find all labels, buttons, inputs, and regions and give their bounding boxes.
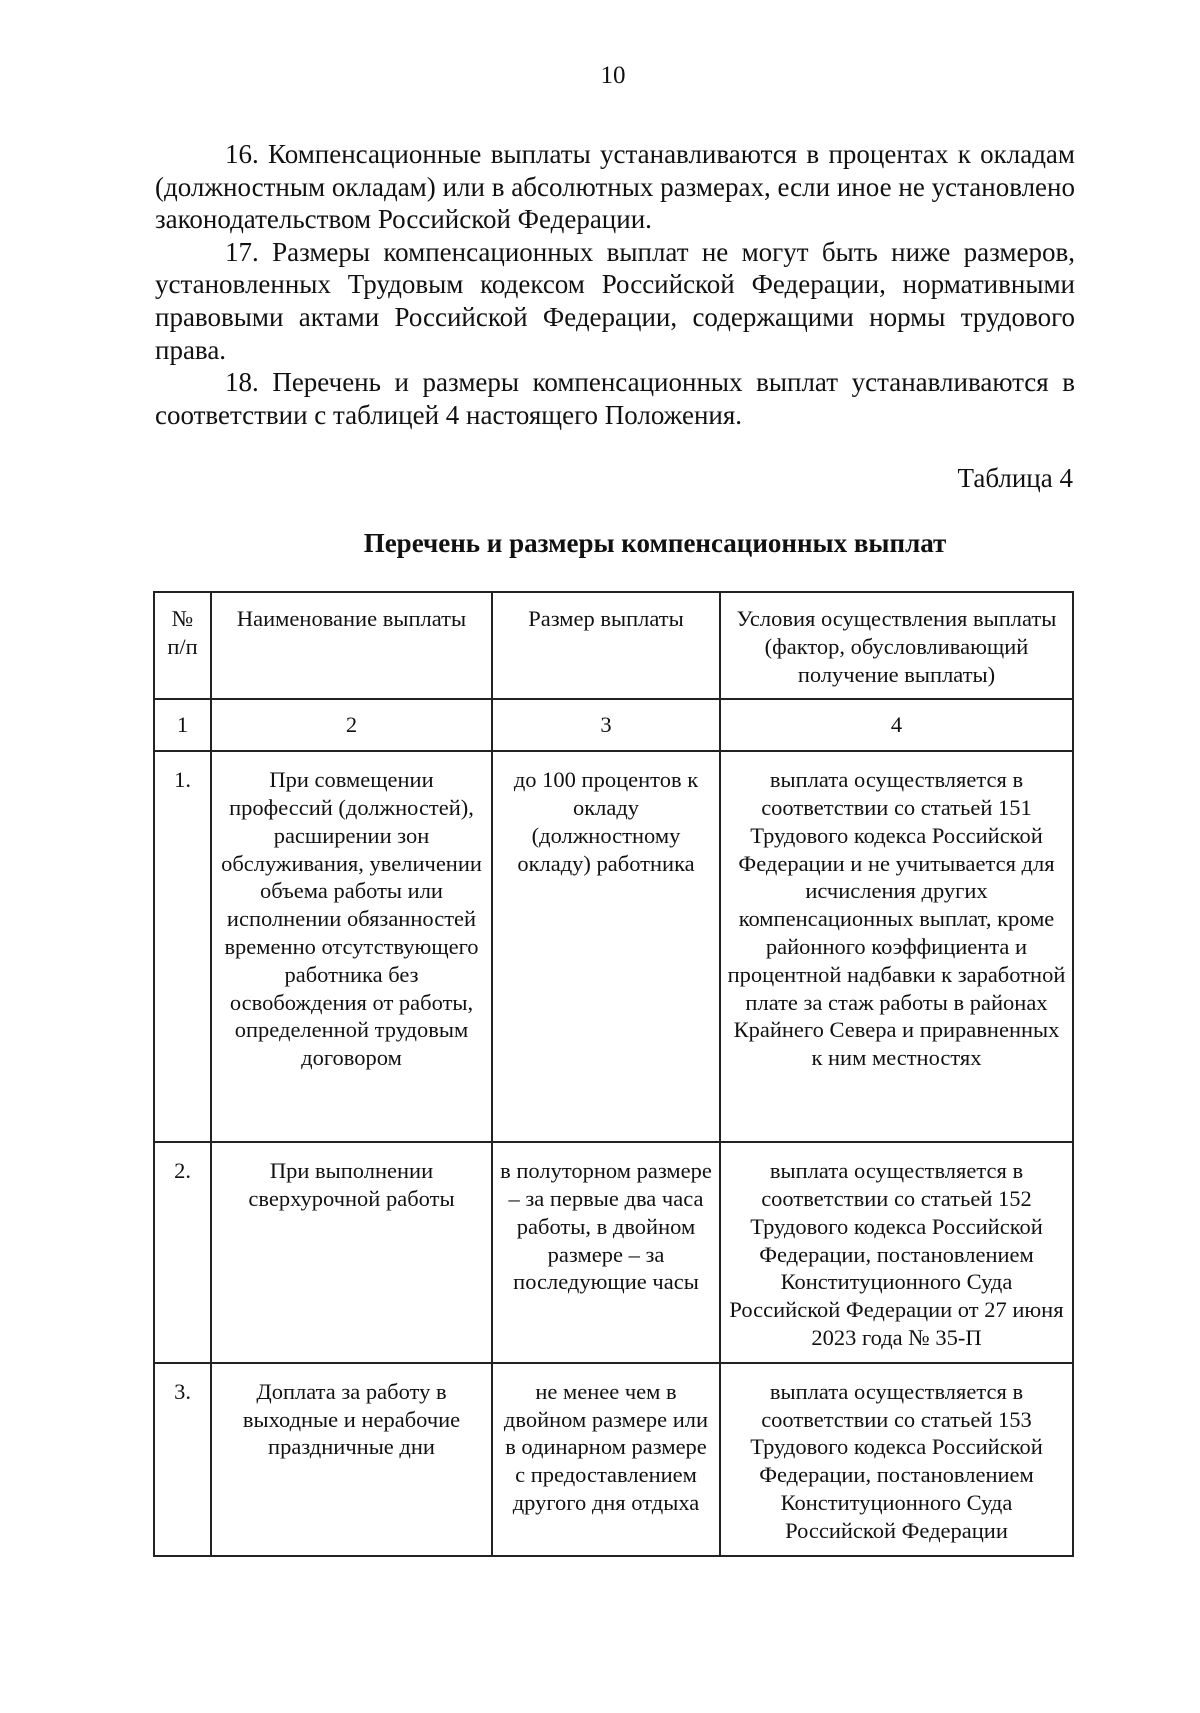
payment-name: При совмещении профессий (должностей), расширении зон обслуживания, увеличении объема работы или исполнении обязанностей временно отсутствующего работника без освобождения от работы, определенной трудовым договором bbox=[211, 751, 492, 1142]
row-number: 1. bbox=[154, 751, 211, 1142]
row-number: 2. bbox=[154, 1142, 211, 1363]
table-row bbox=[154, 1142, 1073, 1363]
payment-conditions: выплата осуществляется в соответствии со статьей 153 Трудового кодекса Российской Федерации, постановлением Конституционного Суда Российской Федерации bbox=[720, 1363, 1073, 1556]
header-conditions: Условия осуществления выплаты (фактор, обусловливающий получение выплаты) bbox=[720, 592, 1073, 699]
column-number: 2 bbox=[211, 699, 492, 751]
paragraph-16: 16. Компенсационные выплаты устанавливаются в процентах к окладам (должностным окладам) или в абсолютных размерах, если иное не установлено законодательством Российской Федерации. bbox=[155, 139, 1075, 235]
row-number: 3. bbox=[154, 1363, 211, 1556]
paragraph-17: 17. Размеры компенсационных выплат не могут быть ниже размеров, установленных Трудовым кодексом Российской Федерации, нормативными правовыми актами Российской Федерации, содержащими нормы трудового права. bbox=[155, 236, 1075, 365]
table-row bbox=[154, 751, 1073, 1142]
column-numbers-row bbox=[154, 699, 1073, 751]
payment-size: в полуторном размере – за первые два часа работы, в двойном размере – за последующие часы bbox=[492, 1142, 720, 1363]
payment-conditions: выплата осуществляется в соответствии со статьей 152 Трудового кодекса Российской Федерации, постановлением Конституционного Суда Российской Федерации от 27 июня 2023 года № 35-П bbox=[720, 1142, 1073, 1363]
payment-name: При выполнении сверхурочной работы bbox=[211, 1142, 492, 1363]
body-text bbox=[155, 138, 1075, 431]
header-number: № п/п bbox=[154, 592, 211, 699]
header-name: Наименование выплаты bbox=[211, 592, 492, 699]
paragraph-18: 18. Перечень и размеры компенсационных выплат устанавливаются в соответствии с таблицей 4 настоящего Положения. bbox=[155, 367, 1075, 430]
page-number: 10 bbox=[600, 62, 626, 89]
table-header-row bbox=[154, 592, 1073, 699]
payment-conditions: выплата осуществляется в соответствии со статьей 151 Трудового кодекса Российской Федерации и не учитывается для исчисления других компенсационных выплат, кроме районного коэффициента и процентной надбавки к заработной плате за стаж работы в районах Крайнего Севера и приравненных к ним местностях bbox=[720, 751, 1073, 1142]
header-size: Размер выплаты bbox=[492, 592, 720, 699]
column-number: 3 bbox=[492, 699, 720, 751]
payment-size: не менее чем в двойном размере или в одинарном размере с предоставлением другого дня отдыха bbox=[492, 1363, 720, 1556]
payment-name: Доплата за работу в выходные и нерабочие праздничные дни bbox=[211, 1363, 492, 1556]
payment-size: до 100 процентов к окладу (должностному окладу) работника bbox=[492, 751, 720, 1142]
compensation-table bbox=[153, 591, 1074, 1557]
column-number: 1 bbox=[154, 699, 211, 751]
table-title: Перечень и размеры компенсационных выплат bbox=[363, 528, 947, 558]
table-row bbox=[154, 1363, 1073, 1556]
table-label: Таблица 4 bbox=[957, 463, 1073, 493]
column-number: 4 bbox=[720, 699, 1073, 751]
